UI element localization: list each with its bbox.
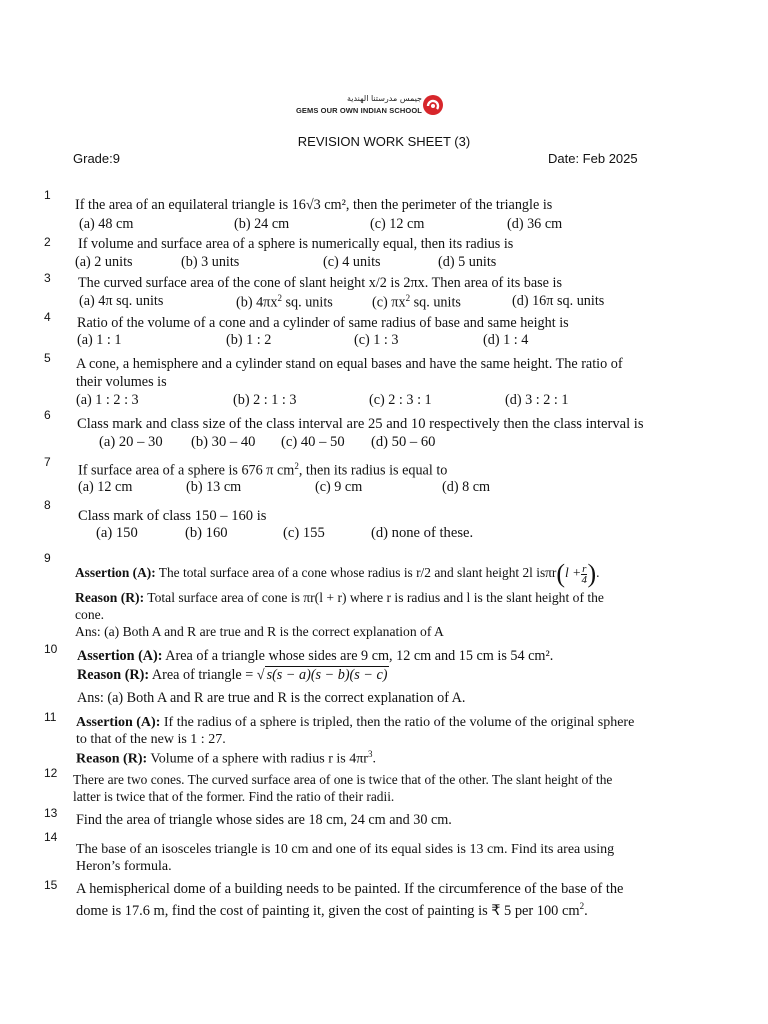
option-b: (b) 13 cm (186, 479, 242, 495)
school-logo (296, 94, 456, 122)
reason-continued: cone. (75, 607, 105, 622)
question-number: 12 (44, 766, 58, 780)
question-text-line2: Heron’s formula. (76, 859, 172, 874)
option-a: (a) 20 – 30 (99, 434, 163, 450)
assertion: Assertion (A): If the radius of a sphere is tripled, then the ratio of the volume of the original sphere (76, 715, 635, 730)
option-b: (b) 160 (185, 525, 228, 541)
logo-school-name: GEMS OUR OWN INDIAN SCHOOL (296, 106, 422, 115)
option-d: (d) 16π sq. units (512, 293, 605, 309)
option-b: (b) 2 : 1 : 3 (233, 392, 297, 408)
question-text-line1: The base of an isosceles triangle is 10 cm and one of its equal sides is 13 cm. Find its area using (76, 842, 615, 857)
option-d: (d) 3 : 2 : 1 (505, 392, 569, 408)
option-d: (d) 1 : 4 (483, 332, 529, 348)
worksheet-title: REVISION WORK SHEET (3) (297, 134, 471, 149)
reason: Reason (R): Total surface area of cone is πr(l + r) where r is radius and l is the slant height of the (75, 590, 604, 605)
option-c: (c) $\pi x^2$ sq. units (372, 293, 461, 311)
option-b: (b) 1 : 2 (226, 332, 272, 348)
gems-logo-icon (422, 94, 444, 116)
option-a: (a) 4π sq. units (79, 293, 164, 309)
question-text: If surface area of a sphere is 676 π $cm^2$, then its radius is equal to (78, 461, 448, 479)
question-number: 10 (44, 642, 58, 656)
question-text: The curved surface area of the cone of slant height x/2 is 2πx. Then area of its base is (78, 275, 562, 291)
question-number: 15 (44, 878, 58, 892)
option-a: (a) 12 cm (78, 479, 133, 495)
option-c: (c) 40 – 50 (281, 434, 345, 450)
answer: Ans: (a) Both A and R are true and R is the correct explanation of A. (77, 690, 466, 706)
option-d: (d) 5 units (438, 254, 497, 270)
reason: Reason (R): Area of triangle = √ s(s − a)(s − b)(s − c) (77, 667, 388, 683)
option-d: (d) none of these. (371, 525, 474, 541)
option-c: (c) 12 cm (370, 216, 425, 232)
option-b: (b) 3 units (181, 254, 240, 270)
option-a: (a) 2 units (75, 254, 133, 270)
answer: Ans: (a) Both A and R are true and R is the correct explanation of A (75, 624, 444, 639)
assertion-continued: to that of the new is 1 : 27. (76, 732, 226, 747)
question-number: 6 (44, 408, 51, 422)
logo-arabic-text: جيمس مدرستنا الهندية (346, 94, 422, 103)
question-text-line1: There are two cones. The curved surface area of one is twice that of the other. The slant height of the (73, 772, 613, 787)
option-b: (b) 30 – 40 (191, 434, 256, 450)
question-number: 2 (44, 235, 51, 249)
question-number: 11 (44, 710, 57, 724)
date-label: Date: Feb 2025 (548, 151, 638, 166)
fraction: $\frac{r}{4}$ (581, 562, 588, 586)
option-c: (c) 4 units (323, 254, 381, 270)
option-a: (a) 48 cm (79, 216, 134, 232)
question-text: Find the area of triangle whose sides are 18 cm, 24 cm and 30 cm. (76, 812, 452, 828)
option-d: (d) 50 – 60 (371, 434, 436, 450)
option-b: (b) $4\pi x^2$ sq. units (236, 293, 333, 311)
option-c: (c) 9 cm (315, 479, 363, 495)
option-b: (b) 24 cm (234, 216, 290, 232)
question-text: Class mark and class size of the class interval are 25 and 10 respectively then the class interval is (77, 416, 644, 432)
option-a: (a) 1 : 1 (77, 332, 122, 348)
question-text-line1: A hemispherical dome of a building needs to be painted. If the circumference of the base of the (76, 881, 624, 897)
question-number: 7 (44, 455, 51, 469)
question-text: Ratio of the volume of a cone and a cylinder of same radius of base and same height is (77, 315, 569, 331)
assertion: Assertion (A): The total surface area of a cone whose radius is r/2 and slant height 2l isπr(l + $\frac{r}{4}$). (75, 559, 600, 588)
question-number: 4 (44, 310, 51, 324)
question-number: 14 (44, 830, 58, 844)
option-c: (c) 155 (283, 525, 325, 541)
question-number: 1 (44, 188, 51, 202)
option-d: (d) 36 cm (507, 216, 563, 232)
assertion: Assertion (A): Area of a triangle whose sides are 9 cm, 12 cm and 15 cm is 54 cm². (77, 648, 554, 664)
question-text: Class mark of class 150 – 160 is (78, 508, 267, 524)
option-a: (a) 1 : 2 : 3 (76, 392, 139, 408)
question-text: If volume and surface area of a sphere is numerically equal, then its radius is (78, 236, 514, 252)
grade-label: Grade:9 (73, 151, 120, 166)
option-c: (c) 1 : 3 (354, 332, 399, 348)
question-text-line1: A cone, a hemisphere and a cylinder stand on equal bases and have the same height. The ratio of (76, 356, 623, 372)
question-number: 3 (44, 271, 51, 285)
question-text: If the area of an equilateral triangle is 16√3 cm², then the perimeter of the triangle is (75, 197, 553, 213)
option-d: (d) 8 cm (442, 479, 491, 495)
question-text-line2: dome is 17.6 m, find the cost of painting it, given the cost of painting is ₹ 5 per 100 $cm^2$. (76, 901, 588, 919)
question-text-line2: their volumes is (76, 374, 167, 390)
question-number: 8 (44, 498, 51, 512)
reason: Reason (R): Volume of a sphere with radius r is $4\pi r^3$. (76, 749, 376, 767)
question-number: 9 (44, 551, 51, 565)
question-text-line2: latter is twice that of the former. Find the ratio of their radii. (73, 789, 395, 804)
question-number: 13 (44, 806, 58, 820)
question-number: 5 (44, 351, 51, 365)
option-a: (a) 150 (96, 525, 138, 541)
option-c: (c) 2 : 3 : 1 (369, 392, 432, 408)
